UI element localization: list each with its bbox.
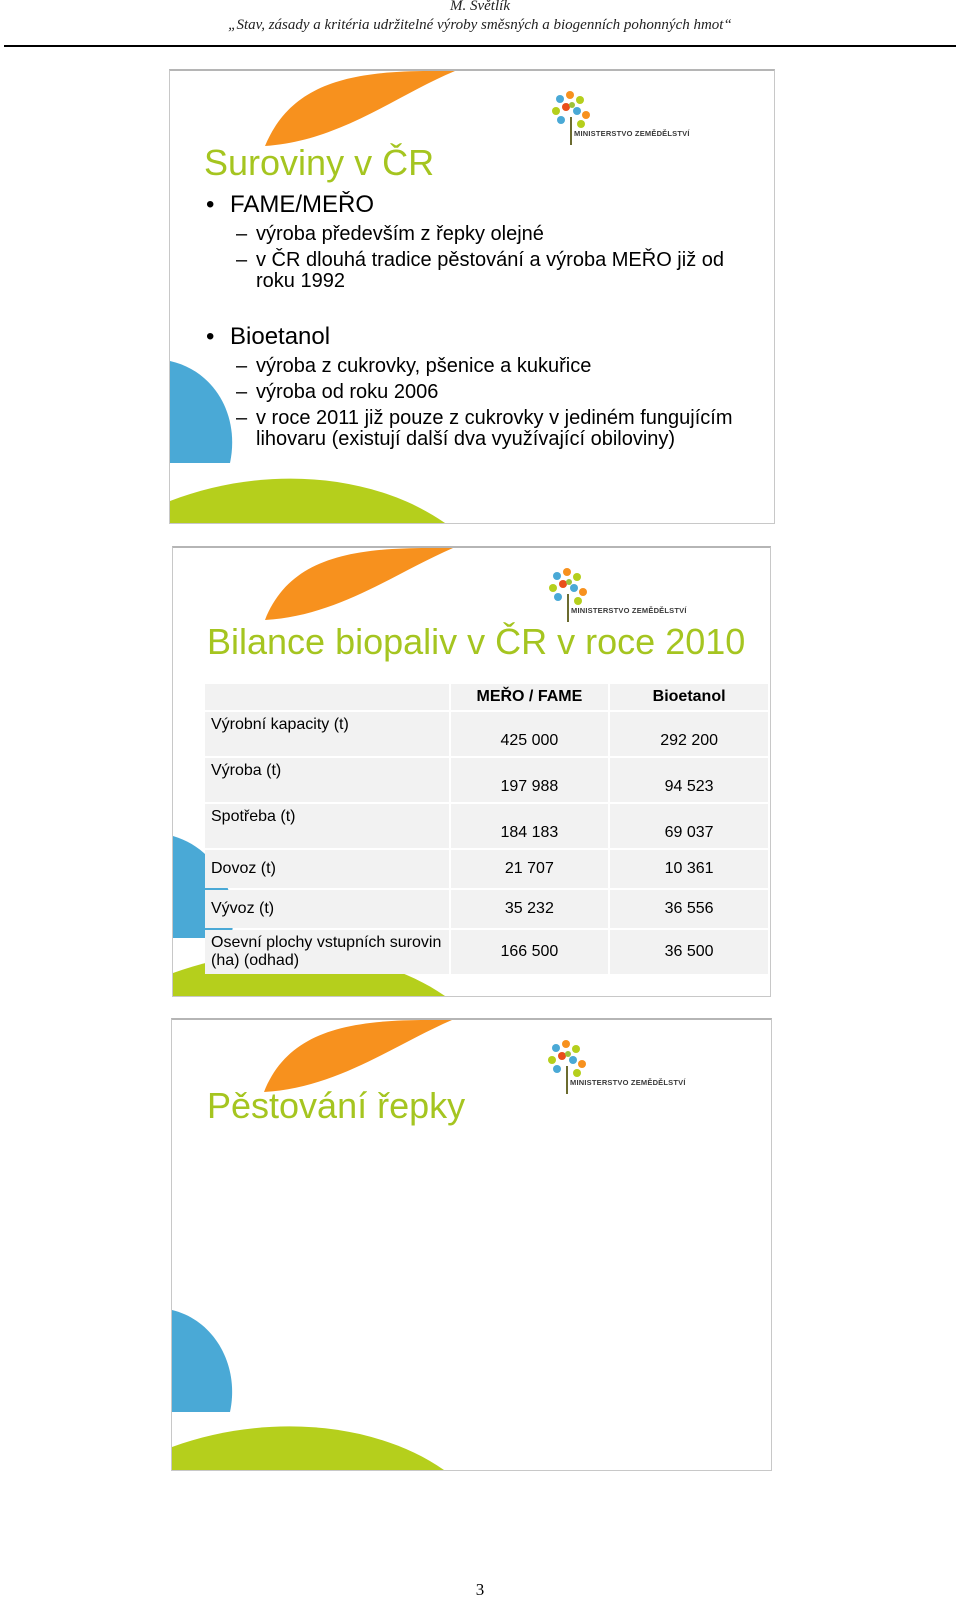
tree-logo-icon <box>548 89 598 147</box>
table-cell: 94 523 <box>610 758 768 802</box>
row-label: Vývoz (t) <box>205 890 449 928</box>
sub-bullet: – výroba z cukrovky, pšenice a kukuřice <box>236 355 592 377</box>
row-label: Spotřeba (t) <box>205 804 449 848</box>
table-cell: 36 556 <box>610 890 768 928</box>
orange-leaf-shape <box>265 71 455 146</box>
logo-text: MINISTERSTVO ZEMĚDĚLSTVÍ <box>574 129 690 138</box>
table-cell: 425 000 <box>451 712 609 756</box>
logo-text: MINISTERSTVO ZEMĚDĚLSTVÍ <box>571 606 687 615</box>
ministry-logo <box>544 1038 694 1102</box>
bullet-text: FAME/MEŘO <box>230 191 375 218</box>
table-header <box>205 684 449 710</box>
tree-logo-icon <box>545 566 595 624</box>
orange-leaf-shape <box>264 1020 452 1092</box>
row-label: Výroba (t) <box>205 758 449 802</box>
table-header: MEŘO / FAME <box>451 684 609 710</box>
table-header-row <box>205 684 768 710</box>
lime-leaf-shape <box>170 479 445 523</box>
table-cell: 69 037 <box>610 804 768 848</box>
lime-leaf-shape <box>172 1426 444 1470</box>
slide-title: Bilance biopaliv v ČR v roce 2010 <box>207 621 746 662</box>
table-cell: 197 988 <box>451 758 609 802</box>
table-cell: 10 361 <box>610 850 768 888</box>
table-row <box>205 804 768 848</box>
header-title: „Stav, zásady a kritéria udržitelné výroby směsných a biogenních pohonných hmot“ <box>228 17 732 33</box>
slide-1 <box>169 69 775 524</box>
tree-logo-icon <box>544 1038 594 1096</box>
sub-bullet: – výroba především z řepky olejné <box>236 223 544 245</box>
ministry-logo <box>548 89 698 153</box>
sub-bullet: – v ČR dlouhá tradice pěstování a výroba MEŘO již od roku 1992 <box>236 249 724 292</box>
table-row <box>205 850 768 888</box>
table-header: Bioetanol <box>610 684 768 710</box>
table-cell: 166 500 <box>451 930 609 974</box>
sub-bullet: – v roce 2011 již pouze z cukrovky v jediném fungujícím lihovaru (existují další dva využívající obiloviny) <box>236 407 733 450</box>
bullet-item: • FAME/MEŘO <box>206 191 375 218</box>
table-row <box>205 712 768 756</box>
table-row <box>205 758 768 802</box>
bullet-text: Bioetanol <box>230 323 331 350</box>
row-label: Osevní plochy vstupních surovin (ha) (odhad) <box>205 930 449 974</box>
logo-text: MINISTERSTVO ZEMĚDĚLSTVÍ <box>570 1078 686 1087</box>
blue-leaf-shape <box>172 1310 232 1412</box>
table-cell: 184 183 <box>451 804 609 848</box>
bullet-item: • Bioetanol <box>206 323 331 350</box>
orange-leaf-shape <box>265 548 453 620</box>
table-row <box>205 930 768 974</box>
table-cell: 35 232 <box>451 890 609 928</box>
header-rule <box>4 45 956 47</box>
slide-3 <box>171 1018 772 1471</box>
header-author: M. Světlík <box>450 0 510 14</box>
sub-bullet: – výroba od roku 2006 <box>236 381 439 403</box>
slide-title: Pěstování řepky <box>207 1085 466 1126</box>
row-label: Dovoz (t) <box>205 850 449 888</box>
table-cell: 21 707 <box>451 850 609 888</box>
bilance-table <box>203 682 770 976</box>
table-cell: 292 200 <box>610 712 768 756</box>
bullet-list <box>204 191 764 455</box>
page-number: 3 <box>475 1580 485 1599</box>
slide-title: Suroviny v ČR <box>204 142 435 183</box>
table-row <box>205 890 768 928</box>
slide-2 <box>172 546 771 997</box>
table-cell: 36 500 <box>610 930 768 974</box>
row-label: Výrobní kapacity (t) <box>205 712 449 756</box>
